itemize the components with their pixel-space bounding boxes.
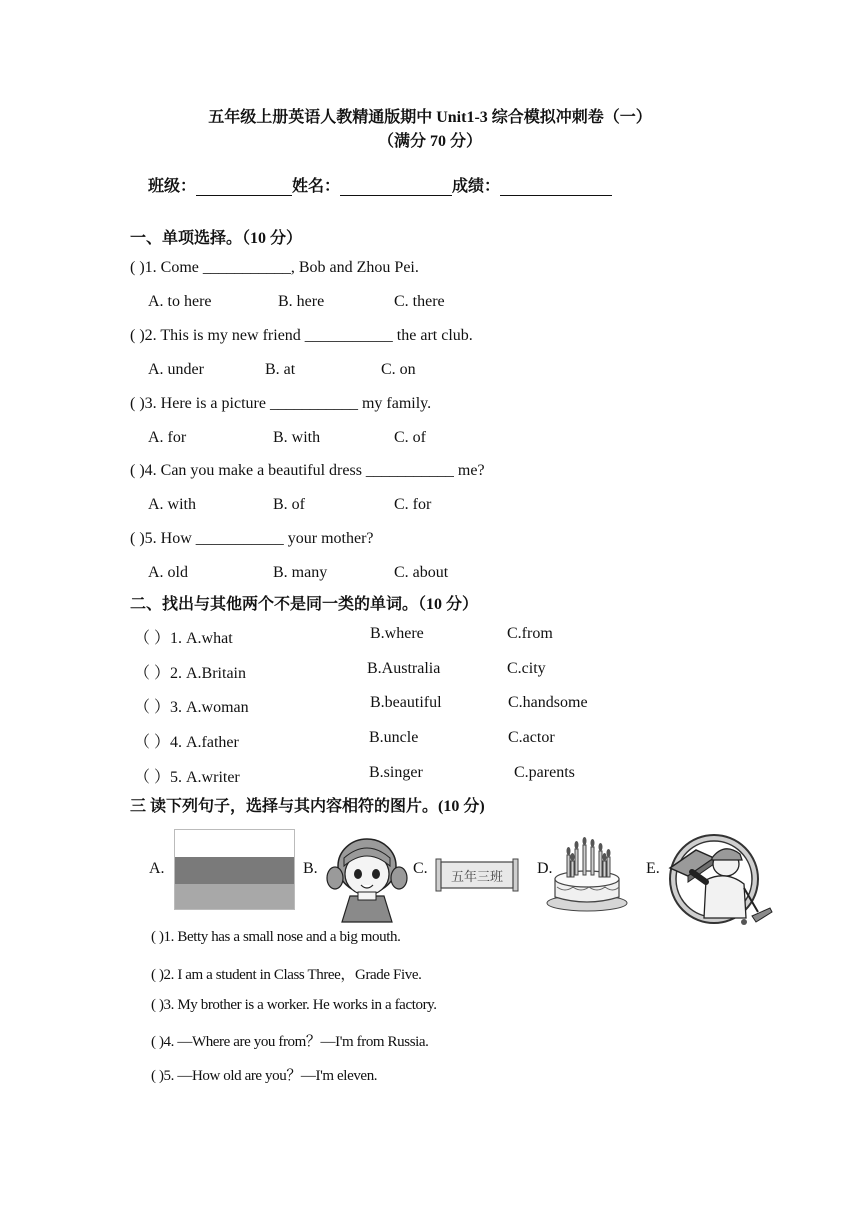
name-label: 姓名： — [292, 178, 341, 195]
page-subtitle: （满分 70 分） — [377, 133, 482, 150]
class-sign-icon — [435, 857, 519, 893]
s1-q4-option-b: B. of — [273, 496, 305, 513]
class-label: 班级： — [148, 178, 197, 195]
s1-q2-option-b: B. at — [265, 361, 296, 378]
birthday-cake-icon — [545, 835, 629, 913]
s2-item-2[interactable]: （ ）2. A.Britain — [134, 665, 246, 682]
girl-icon — [322, 830, 412, 925]
s2-item-4[interactable]: （ ）4. A.father — [134, 734, 239, 751]
s1-q5-option-c: C. about — [394, 564, 449, 581]
picture-b-label: B. — [303, 860, 318, 877]
s1-question-2[interactable]: ( )2. This is my new friend ___________ the art club. — [130, 327, 473, 344]
s2-item-5-c: C.parents — [514, 764, 575, 781]
s1-q5-option-b: B. many — [273, 564, 328, 581]
s1-q3-option-b: B. with — [273, 429, 321, 446]
s1-q2-option-a: A. under — [148, 361, 204, 378]
s1-q3-option-c: C. of — [394, 429, 426, 446]
picture-d-label: D. — [537, 860, 553, 877]
s3-sentence-4[interactable]: ( )4. —Where are you from？—I'm from Russia. — [151, 1034, 429, 1050]
s2-item-1-b: B.where — [370, 625, 424, 642]
s2-item-1[interactable]: （ ）1. A.what — [134, 630, 233, 647]
class-sign-text: 五年三班 — [450, 870, 503, 885]
class-blank[interactable] — [196, 178, 292, 196]
s2-item-2-c: C.city — [507, 660, 546, 677]
s3-sentence-1[interactable]: ( )1. Betty has a small nose and a big mouth. — [151, 929, 401, 945]
student-info-line — [148, 173, 612, 196]
s1-q4-option-c: C. for — [394, 496, 432, 513]
section1-title: 一、单项选择。（10 分） — [130, 230, 303, 247]
s2-item-2-b: B.Australia — [367, 660, 441, 677]
section3-title: 三 读下列句子，选择与其内容相符的图片。(10 分) — [130, 798, 485, 815]
s1-q1-option-b: B. here — [278, 293, 325, 310]
s2-item-3[interactable]: （ ）3. A.woman — [134, 699, 249, 716]
picture-c-label: C. — [413, 860, 428, 877]
s1-q3-option-a: A. for — [148, 429, 187, 446]
s1-q1-option-a: A. to here — [148, 293, 212, 310]
name-blank[interactable] — [340, 178, 452, 196]
s1-question-4[interactable]: ( )4. Can you make a beautiful dress ___________ me? — [130, 462, 485, 479]
s2-item-5[interactable]: （ ）5. A.writer — [134, 769, 240, 786]
s2-item-1-c: C.from — [507, 625, 553, 642]
s1-question-5[interactable]: ( )5. How ___________ your mother? — [130, 530, 374, 547]
worker-icon — [666, 830, 776, 930]
s1-q2-option-c: C. on — [381, 361, 416, 378]
s1-q5-option-a: A. old — [148, 564, 188, 581]
picture-a-label: A. — [149, 860, 165, 877]
score-label: 成绩： — [452, 178, 501, 195]
s1-q1-option-c: C. there — [394, 293, 445, 310]
s1-question-3[interactable]: ( )3. Here is a picture ___________ my family. — [130, 395, 432, 412]
s1-q4-option-a: A. with — [148, 496, 196, 513]
s1-question-1[interactable]: ( )1. Come ___________, Bob and Zhou Pei. — [130, 259, 419, 276]
score-blank[interactable] — [500, 178, 612, 196]
s2-item-4-b: B.uncle — [369, 729, 419, 746]
s3-sentence-3[interactable]: ( )3. My brother is a worker. He works in a factory. — [151, 997, 437, 1013]
s2-item-3-c: C.handsome — [508, 694, 588, 711]
section2-title: 二、找出与其他两个不是同一类的单词。（10 分） — [130, 596, 479, 613]
s2-item-3-b: B.beautiful — [370, 694, 442, 711]
picture-e-label: E. — [646, 860, 660, 877]
s2-item-4-c: C.actor — [508, 729, 555, 746]
tricolour-flag-icon — [174, 829, 295, 910]
s2-item-5-b: B.singer — [369, 764, 423, 781]
s3-sentence-5[interactable]: ( )5. —How old are you？—I'm eleven. — [151, 1068, 378, 1084]
s3-sentence-2[interactable]: ( )2. I am a student in Class Three，Grade Five. — [151, 967, 422, 983]
page-title: 五年级上册英语人教精通版期中 Unit1-3 综合模拟冲刺卷（一） — [208, 109, 652, 126]
